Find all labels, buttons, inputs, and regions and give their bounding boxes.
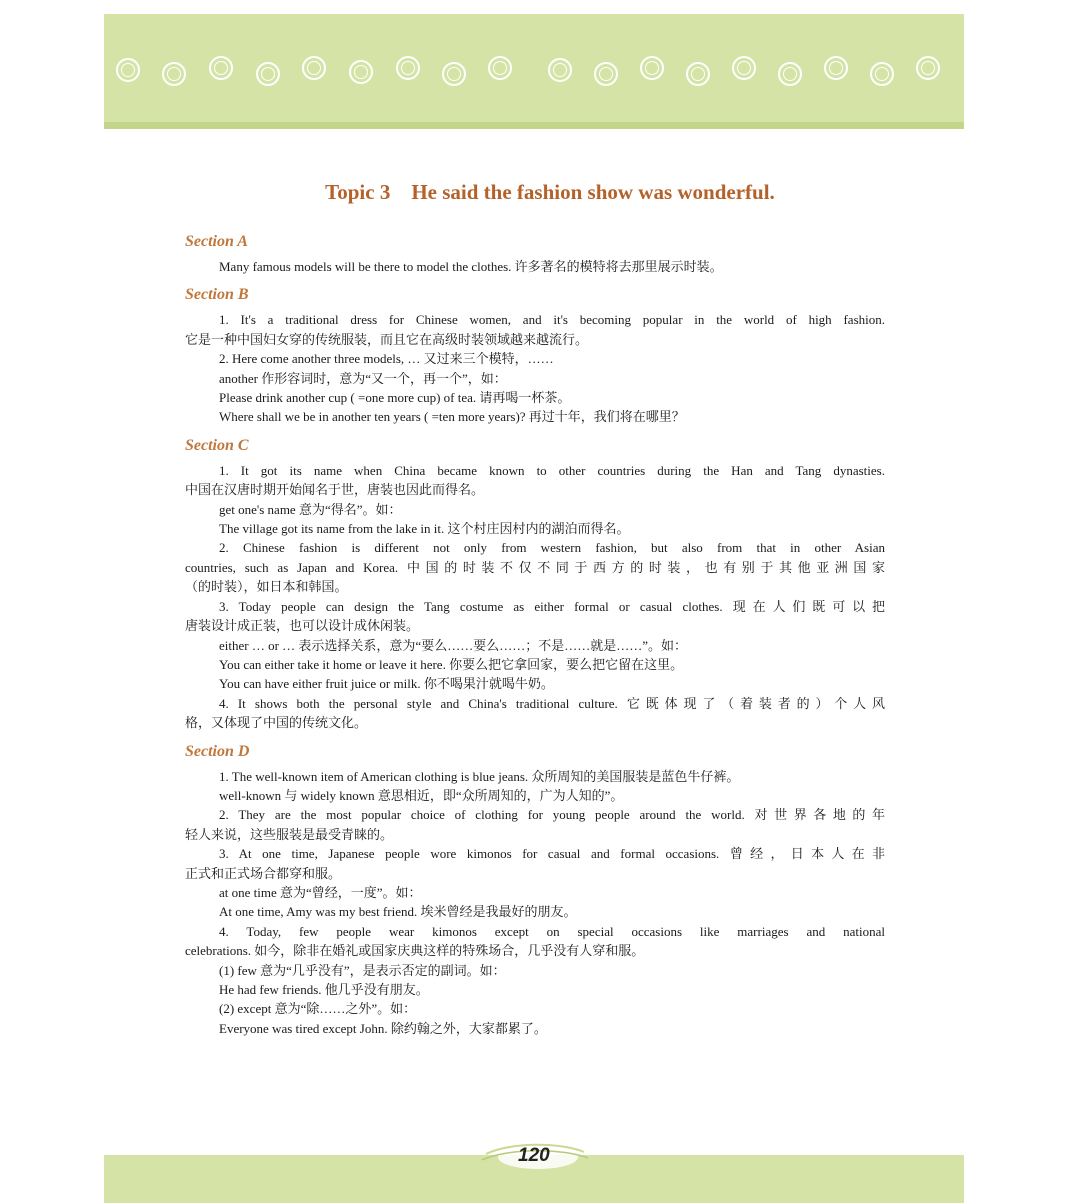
circle-icon (162, 62, 186, 86)
text-line: At one time, Amy was my best friend. 埃米曾经是我最好的朋友。 (219, 904, 577, 920)
text-line: 3. At one time, Japanese people wore kimonos for casual and formal occasions. 曾经，日本人在非 (219, 846, 885, 862)
header-band-edge (104, 122, 964, 129)
circle-icon (640, 56, 664, 80)
text-line: 2. Here come another three models, … 又过来三个模特，…… (219, 351, 554, 367)
section-heading: Section A (185, 233, 248, 250)
text-line: Where shall we be in another ten years ( =ten more years)? 再过十年，我们将在哪里？ (219, 409, 685, 425)
circle-icon (488, 56, 512, 80)
text-line: Many famous models will be there to model the clothes. 许多著名的模特将去那里展示时装。 (219, 259, 723, 274)
circle-icon (116, 58, 140, 82)
text-line: (2) except 意为“除……之外”。如： (219, 1001, 417, 1017)
text-line: 3. Today people can design the Tang costume as either formal or casual clothes. 现在人们既可以把 (219, 598, 885, 614)
circle-icon (396, 56, 420, 80)
circle-icon (778, 62, 802, 86)
text-line: 1. It's a traditional dress for Chinese women, and it's becoming popular in the world of high fashion. (219, 312, 885, 328)
page-number: 120 (518, 1145, 550, 1166)
page-number-badge (480, 1138, 590, 1174)
section-c (185, 437, 885, 733)
text-line: get one's name 意为“得名”。如： (219, 501, 402, 517)
text-line: another 作形容词时，意为“又一个，再一个”，如： (219, 370, 507, 386)
text-line: 1. The well-known item of American clothing is blue jeans. 众所周知的美国服装是蓝色牛仔裤。 (219, 768, 740, 784)
section-d (185, 743, 885, 1039)
text-line: He had few friends. 他几乎没有朋友。 (219, 982, 429, 997)
text-line: Everyone was tired except John. 除约翰之外，大家都累了。 (219, 1020, 547, 1036)
text-line: either … or … 表示选择关系，意为“要么……要么……；不是……就是……”。如： (219, 637, 687, 653)
circle-icon (302, 56, 326, 80)
text-line: 4. It shows both the personal style and China's traditional culture. 它既体现了（着装者的）个人风 (219, 695, 885, 711)
circle-icon (732, 56, 756, 80)
page-title: Topic 3 He said the fashion show was wonderful. (325, 180, 775, 204)
text-line: celebrations. 如今，除非在婚礼或国家庆典这样的特殊场合，几乎没有人穿和服。 (185, 943, 645, 959)
decorative-circles (116, 54, 956, 90)
circle-icon (870, 62, 894, 86)
text-line: (1) few 意为“几乎没有”，是表示否定的副词。如： (219, 962, 506, 978)
section-a (185, 233, 885, 276)
text-line: 轻人来说，这些服装是最受青睐的。 (185, 826, 394, 842)
section-b (185, 286, 885, 426)
circle-icon (442, 62, 466, 86)
text-line: 唐装设计成正装，也可以设计成休闲装。 (185, 618, 420, 634)
text-line: You can either take it home or leave it here. 你要么把它拿回家，要么把它留在这里。 (219, 656, 684, 672)
circle-icon (548, 58, 572, 82)
circle-icon (686, 62, 710, 86)
section-heading: Section B (185, 286, 249, 304)
text-line: 2. Chinese fashion is different not only from western fashion, but also from that in other Asian (219, 540, 885, 556)
circle-icon (594, 62, 618, 86)
section-heading: Section C (185, 436, 249, 454)
text-line: 正式和正式场合都穿和服。 (185, 865, 342, 881)
text-line: 1. It got its name when China became known to other countries during the Han and Tang dynasties. (219, 462, 885, 478)
text-line: You can have either fruit juice or milk. 你不喝果汁就喝牛奶。 (219, 676, 554, 692)
text-line: countries, such as Japan and Korea. 中国的时装不仅不同于西方的时装，也有别于其他亚洲国家 (185, 559, 885, 575)
text-line: The village got its name from the lake in it. 这个村庄因村内的湖泊而得名。 (219, 521, 630, 537)
circle-icon (916, 56, 940, 80)
text-line: well-known 与 widely known 意思相近，即“众所周知的，广为人知的”。 (219, 787, 624, 803)
page-content (185, 180, 885, 1038)
circle-icon (209, 56, 233, 80)
circle-icon (349, 60, 373, 84)
text-line: 它是一种中国妇女穿的传统服装，而且它在高级时装领域越来越流行。 (185, 331, 589, 347)
text-line: 2. They are the most popular choice of clothing for young people around the world. 对世界各地的年 (219, 807, 885, 823)
text-line: 格，又体现了中国的传统文化。 (185, 715, 368, 731)
section-heading: Section D (185, 742, 250, 760)
text-line: 中国在汉唐时期开始闻名于世，唐装也因此而得名。 (185, 482, 485, 498)
text-line: （的时装），如日本和韩国。 (185, 579, 348, 595)
text-line: at one time 意为“曾经，一度”。如： (219, 884, 422, 900)
text-line: 4. Today, few people wear kimonos except on special occasions like marriages and national (219, 923, 885, 939)
circle-icon (824, 56, 848, 80)
text-line: Please drink another cup ( =one more cup) of tea. 请再喝一杯茶。 (219, 390, 571, 406)
circle-icon (256, 62, 280, 86)
